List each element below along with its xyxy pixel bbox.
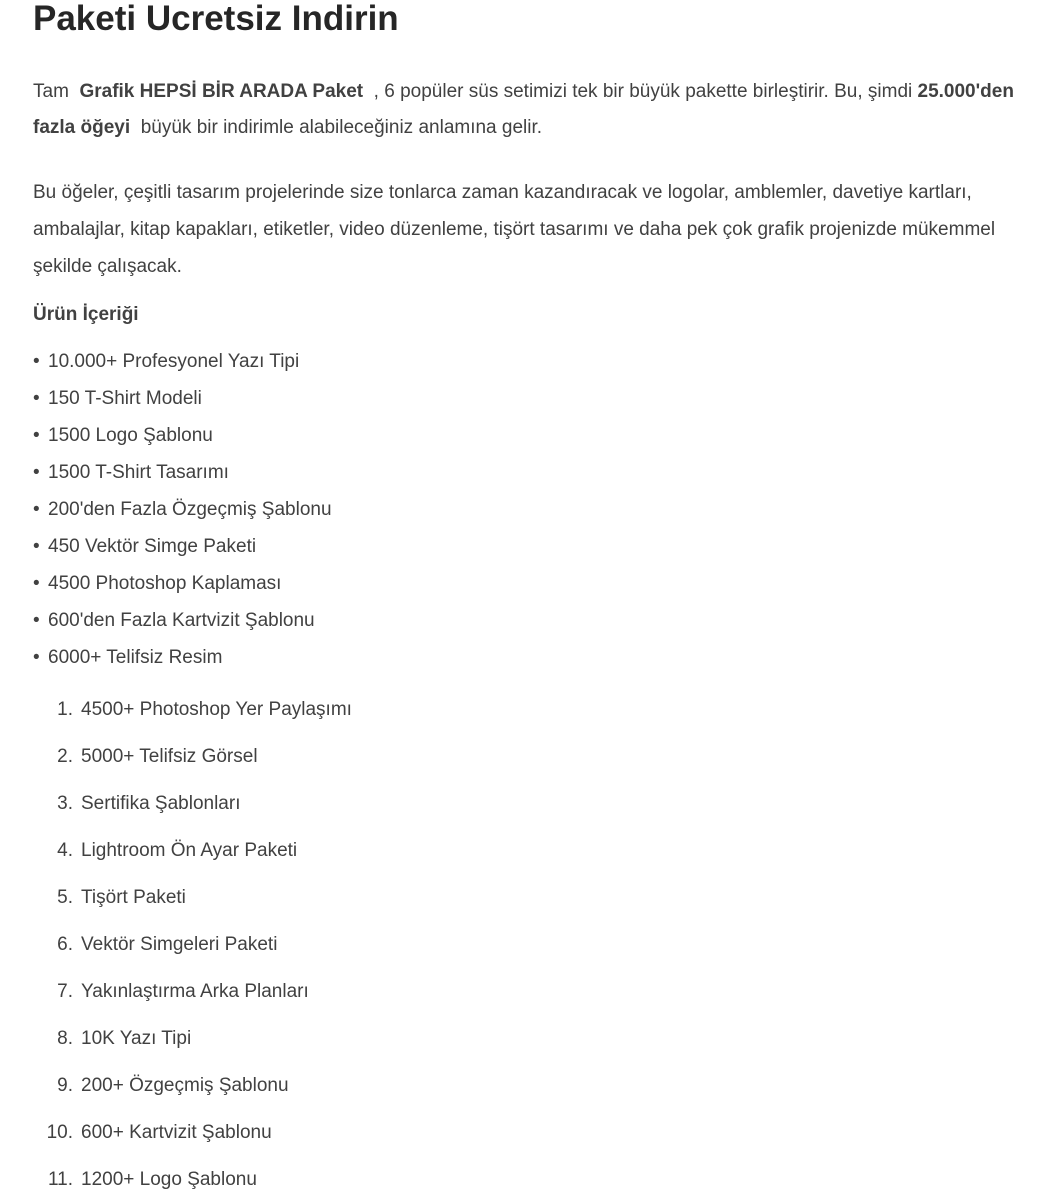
product-contents-list	[33, 343, 1053, 676]
bullet-marker-icon: •	[33, 647, 40, 668]
list-item	[33, 343, 1053, 380]
list-item-label: 4500 Photoshop Kaplaması	[48, 573, 282, 594]
list-item-label: 5000+ Telifsiz Görsel	[81, 746, 258, 767]
list-item-label: 600+ Kartvizit Şablonu	[81, 1122, 272, 1143]
bullet-marker-icon: •	[33, 536, 40, 557]
list-item-label: 1500 T-Shirt Tasarımı	[48, 462, 229, 483]
list-item	[33, 785, 1053, 822]
list-item	[33, 528, 1053, 565]
list-item	[33, 1067, 1053, 1104]
list-item	[33, 602, 1053, 639]
list-item-number: 1.	[57, 699, 73, 720]
list-item-number: 9.	[57, 1075, 73, 1096]
list-item-label: 6000+ Telifsiz Resim	[48, 647, 223, 668]
list-item	[33, 926, 1053, 963]
list-item	[33, 417, 1053, 454]
list-item-label: 1200+ Logo Şablonu	[81, 1169, 257, 1190]
bullet-marker-icon: •	[33, 573, 40, 594]
list-item-number: 10.	[46, 1122, 73, 1143]
bullet-marker-icon: •	[33, 610, 40, 631]
bullet-marker-icon: •	[33, 388, 40, 409]
list-item-label: Vektör Simgeleri Paketi	[81, 934, 278, 955]
list-item	[33, 380, 1053, 417]
list-item-label: 450 Vektör Simge Paketi	[48, 536, 257, 557]
list-item-number: 2.	[57, 746, 73, 767]
list-item-number: 5.	[57, 887, 73, 908]
list-item	[33, 491, 1053, 528]
list-item	[33, 1161, 1053, 1198]
list-item	[33, 738, 1053, 775]
intro-paragraph: Tam Grafik HEPSİ BİR ARADA Paket , 6 popüler süs setimizi tek bir büyük pakette birleştirir. Bu, şimdi 25.000'den fazla öğeyi büyük bir indirimle alabileceğiniz anlamına gelir.	[33, 81, 1020, 138]
list-item-number: 8.	[57, 1028, 73, 1049]
list-item-label: Sertifika Şablonları	[81, 793, 241, 814]
list-item-label: 200+ Özgeçmiş Şablonu	[81, 1075, 289, 1096]
bullet-marker-icon: •	[33, 499, 40, 520]
list-item-number: 6.	[57, 934, 73, 955]
list-item-label: 10.000+ Profesyonel Yazı Tipi	[48, 351, 300, 372]
bullet-marker-icon: •	[33, 351, 40, 372]
list-item-label: 4500+ Photoshop Yer Paylaşımı	[81, 699, 352, 720]
list-item	[33, 454, 1053, 491]
list-item-label: 600'den Fazla Kartvizit Şablonu	[48, 610, 315, 631]
list-item-label: 10K Yazı Tipi	[81, 1028, 192, 1049]
list-item-label: 1500 Logo Şablonu	[48, 425, 213, 446]
list-item-number: 7.	[57, 981, 73, 1002]
product-contents-heading: Ürün İçeriği	[33, 304, 139, 325]
list-item	[33, 639, 1053, 676]
list-item-label: Tişört Paketi	[81, 887, 186, 908]
list-item-label: 200'den Fazla Özgeçmiş Şablonu	[48, 499, 332, 520]
list-item-number: 3.	[57, 793, 73, 814]
list-item-label: Lightroom Ön Ayar Paketi	[81, 840, 298, 861]
list-item-number: 11.	[47, 1169, 73, 1190]
list-item	[33, 879, 1053, 916]
list-item	[33, 565, 1053, 602]
description-paragraph: Bu öğeler, çeşitli tasarım projelerinde size tonlarca zaman kazandıracak ve logolar, amblemler, davetiye kartları, ambalajlar, kitap kapakları, etiketler, video düzenleme, tişört tasarımı ve daha pek çok grafik projenizde mükemmel şekilde çalışacak.	[33, 182, 996, 277]
list-item	[33, 1114, 1053, 1151]
list-item-label: Yakınlaştırma Arka Planları	[81, 981, 309, 1002]
bullet-marker-icon: •	[33, 425, 40, 446]
bullet-marker-icon: •	[33, 462, 40, 483]
numbered-list	[33, 691, 1053, 1198]
list-item-label: 150 T-Shirt Modeli	[48, 388, 202, 409]
list-item	[33, 973, 1053, 1010]
list-item-number: 4.	[57, 840, 73, 861]
list-item	[33, 832, 1053, 869]
list-item	[33, 1020, 1053, 1057]
page-title: Paketi Ucretsiz Indirin	[33, 0, 399, 38]
list-item	[33, 691, 1053, 728]
